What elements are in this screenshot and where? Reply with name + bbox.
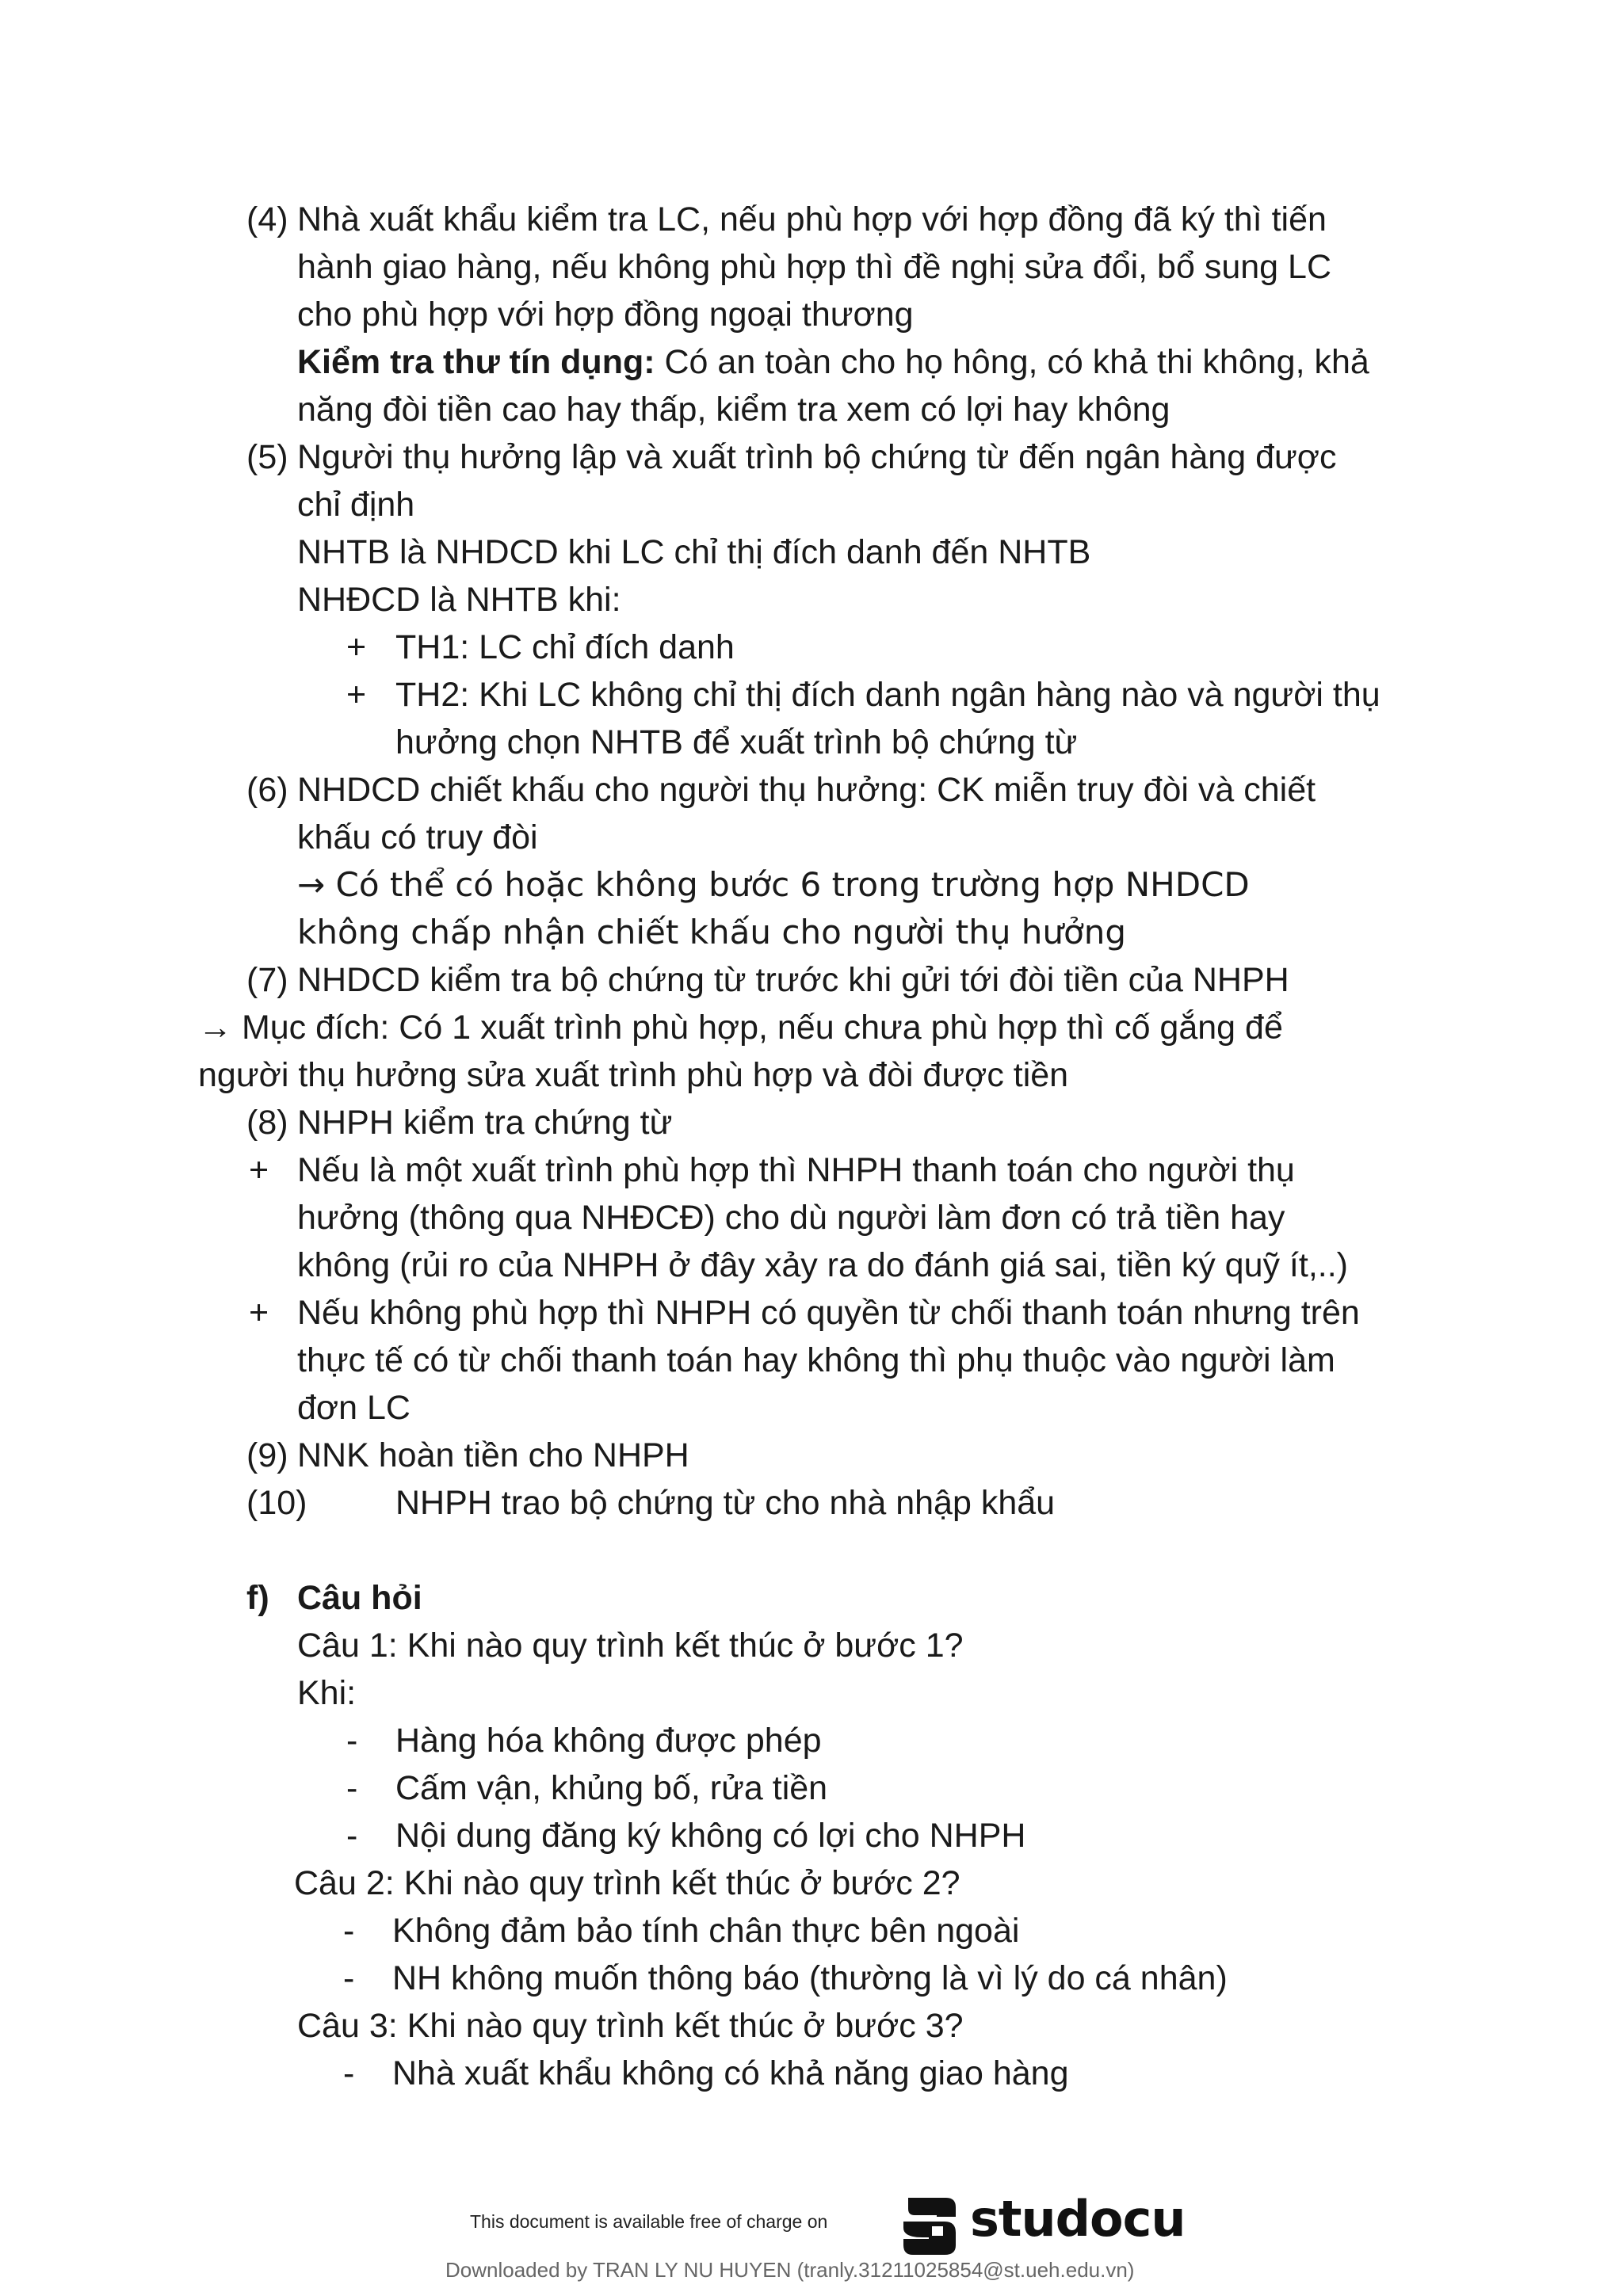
- step-8-bullet-2-mark: +: [249, 1294, 269, 1332]
- section-f-title: Câu hỏi: [297, 1579, 422, 1617]
- step-5-bullet-2-line-1: TH2: Khi LC không chỉ thị đích danh ngân hàng nào và người thụ: [395, 676, 1381, 714]
- step-4-line-1: Nhà xuất khẩu kiểm tra LC, nếu phù hợp với hợp đồng đã ký thì tiến: [297, 200, 1327, 238]
- step-7-line-2: → Mục đích: Có 1 xuất trình phù hợp, nếu chưa phù hợp thì cố gắng để: [198, 1009, 1283, 1047]
- question-1-khi: Khi:: [297, 1674, 357, 1712]
- step-6-line-2: khấu có truy đòi: [297, 818, 538, 856]
- q1-item-3-dash: -: [346, 1817, 358, 1855]
- step-number-9: (9): [246, 1436, 288, 1474]
- studocu-logo-icon[interactable]: [897, 2193, 962, 2260]
- q1-item-2: Cấm vận, khủng bố, rửa tiền: [395, 1769, 828, 1807]
- section-f-label: f): [246, 1579, 269, 1617]
- step-4-bold-label: Kiểm tra thư tín dụng:: [297, 343, 655, 381]
- q1-item-3: Nội dung đăng ký không có lợi cho NHPH: [395, 1817, 1026, 1855]
- step-5-bullet-2-line-2: hưởng chọn NHTB để xuất trình bộ chứng từ: [395, 723, 1078, 761]
- q1-item-1-dash: -: [346, 1722, 358, 1760]
- step-8-bullet-2-line-3: đơn LC: [297, 1389, 411, 1427]
- q3-item-1-dash: -: [343, 2054, 355, 2092]
- step-5-bullet-1-mark: +: [346, 628, 367, 666]
- step-9-line-1: NNK hoàn tiền cho NHPH: [297, 1436, 689, 1474]
- step-number-4: (4): [246, 200, 288, 238]
- step-5-bullet-1: TH1: LC chỉ đích danh: [395, 628, 735, 666]
- step-number-7: (7): [246, 961, 288, 999]
- footer-downloaded-by: Downloaded by TRAN LY NU HUYEN (tranly.31211025854@st.ueh.edu.vn): [445, 2258, 1135, 2282]
- step-number-6: (6): [246, 771, 288, 809]
- step-8-line-1: NHPH kiểm tra chứng từ: [297, 1104, 673, 1142]
- step-number-8: (8): [246, 1104, 288, 1142]
- step-8-bullet-1-line-2: hưởng (thông qua NHĐCĐ) cho dù người làm đơn có trả tiền hay: [297, 1199, 1285, 1237]
- step-6-note-line-2: không chấp nhận chiết khấu cho người thụ hưởng: [297, 913, 1127, 952]
- step-5-line-2: chỉ định: [297, 486, 415, 524]
- step-5-line-4: NHĐCD là NHTB khi:: [297, 581, 621, 619]
- step-8-bullet-1-line-1: Nếu là một xuất trình phù hợp thì NHPH thanh toán cho người thụ: [297, 1151, 1295, 1189]
- q3-item-1: Nhà xuất khẩu không có khả năng giao hàng: [392, 2054, 1069, 2092]
- q2-item-2-dash: -: [343, 1959, 355, 1997]
- question-2: Câu 2: Khi nào quy trình kết thúc ở bước 2?: [294, 1864, 960, 1902]
- step-number-5: (5): [246, 438, 288, 476]
- step-8-bullet-2-line-1: Nếu không phù hợp thì NHPH có quyền từ chối thanh toán nhưng trên: [297, 1294, 1360, 1332]
- step-7-line-3: người thụ hưởng sửa xuất trình phù hợp và đòi được tiền: [198, 1056, 1069, 1094]
- question-3: Câu 3: Khi nào quy trình kết thúc ở bước 3?: [297, 2007, 964, 2045]
- question-1: Câu 1: Khi nào quy trình kết thúc ở bước 1?: [297, 1627, 964, 1665]
- step-8-bullet-1-line-3: không (rủi ro của NHPH ở đây xảy ra do đánh giá sai, tiền ký quỹ ít,..): [297, 1246, 1348, 1284]
- studocu-logo-word[interactable]: studocu: [970, 2190, 1186, 2248]
- step-8-bullet-1-mark: +: [249, 1151, 269, 1189]
- step-4-line-4-text: Có an toàn cho họ hông, có khả thi không, khả: [655, 343, 1369, 381]
- step-5-bullet-2-mark: +: [346, 676, 367, 714]
- step-number-10: (10): [246, 1484, 307, 1522]
- q1-item-1: Hàng hóa không được phép: [395, 1722, 822, 1760]
- step-6-note-line-1: → Có thể có hoặc không bước 6 trong trường hợp NHDCD: [297, 865, 1250, 904]
- step-7-line-1: NHDCD kiểm tra bộ chứng từ trước khi gửi tới đòi tiền của NHPH: [297, 961, 1289, 999]
- step-5-line-1: Người thụ hưởng lập và xuất trình bộ chứng từ đến ngân hàng được: [297, 438, 1337, 476]
- step-5-line-3: NHTB là NHDCD khi LC chỉ thị đích danh đến NHTB: [297, 533, 1091, 571]
- step-4-line-3: cho phù hợp với hợp đồng ngoại thương: [297, 296, 914, 334]
- step-10-line-1: NHPH trao bộ chứng từ cho nhà nhập khẩu: [395, 1484, 1056, 1522]
- q2-item-2: NH không muốn thông báo (thường là vì lý do cá nhân): [392, 1959, 1228, 1997]
- step-8-bullet-2-line-2: thực tế có từ chối thanh toán hay không thì phụ thuộc vào người làm: [297, 1341, 1335, 1379]
- q2-item-1: Không đảm bảo tính chân thực bên ngoài: [392, 1912, 1020, 1950]
- footer-available-text: This document is available free of charge on: [470, 2211, 828, 2232]
- step-4-line-4: [297, 338, 1369, 386]
- step-4-line-2: hành giao hàng, nếu không phù hợp thì đề nghị sửa đổi, bổ sung LC: [297, 248, 1331, 286]
- step-4-line-5: năng đòi tiền cao hay thấp, kiểm tra xem có lợi hay không: [297, 391, 1170, 429]
- step-6-line-1: NHDCD chiết khấu cho người thụ hưởng: CK miễn truy đòi và chiết: [297, 771, 1316, 809]
- q1-item-2-dash: -: [346, 1769, 358, 1807]
- q2-item-1-dash: -: [343, 1912, 355, 1950]
